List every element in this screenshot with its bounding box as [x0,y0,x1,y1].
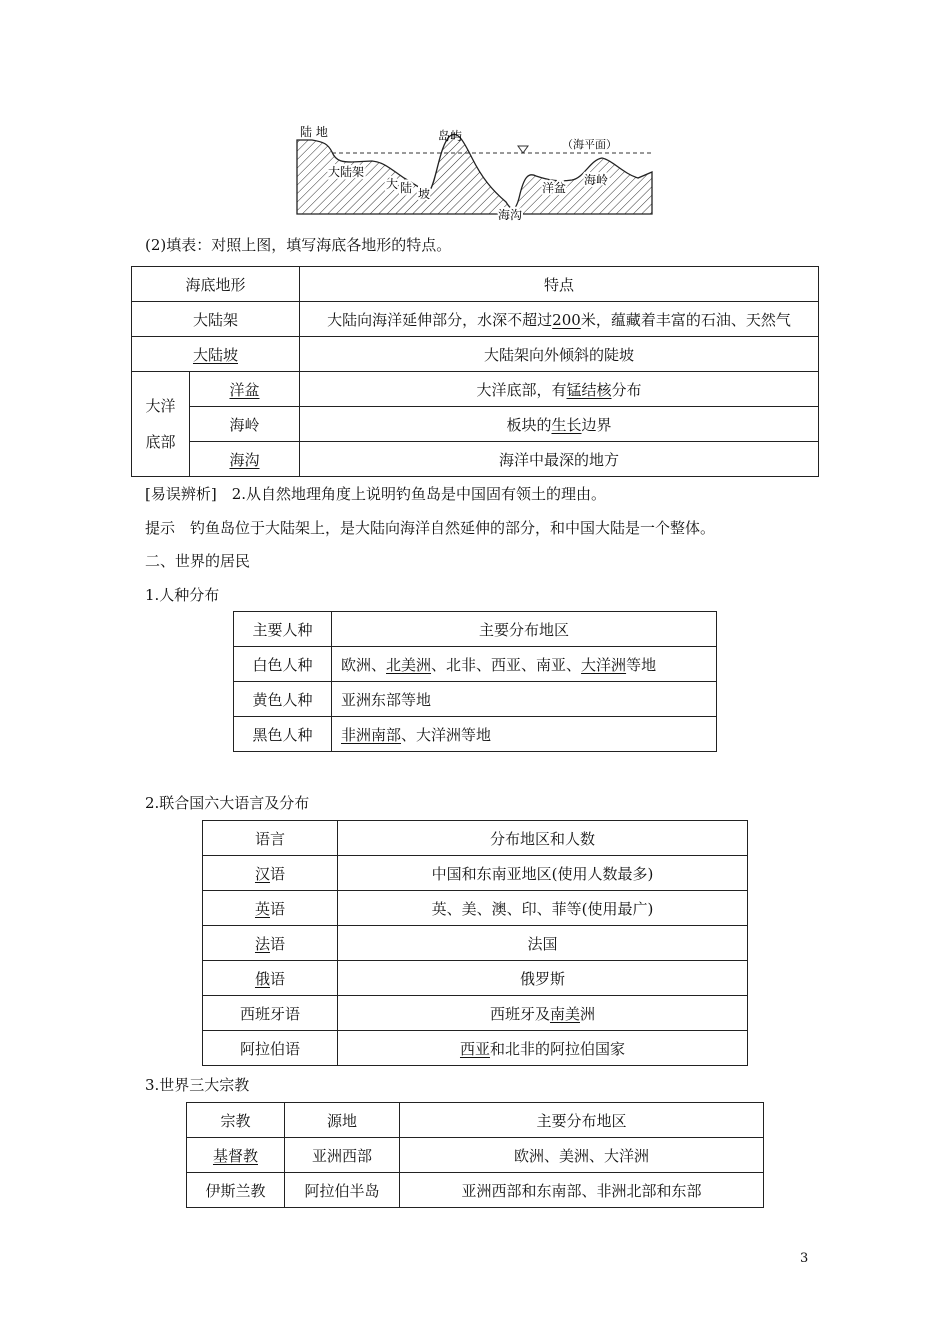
lang-arabic: 阿拉伯语 [203,1031,338,1066]
race-yellow: 黄色人种 [234,682,332,717]
religion-islam: 伊斯兰教 [187,1173,285,1208]
header-terrain: 海底地形 [132,267,300,302]
religion-christianity-area: 欧洲、美洲、大洋洲 [400,1138,764,1173]
subsection-language: 2.联合国六大语言及分布 [145,794,310,812]
religion-islam-origin: 阿拉伯半岛 [285,1173,400,1208]
race-black-area: 非洲南部、大洋洲等地 [332,717,717,752]
race-table [233,611,717,752]
race-white: 白色人种 [234,647,332,682]
cell-ridge-desc: 板块的生长边界 [300,407,819,442]
language-table [202,820,748,1066]
tip-question: [易误辨析] 2.从自然地理角度上说明钓鱼岛是中国固有领土的理由。 [145,485,607,503]
diagram-label-ridge: 海岭 [584,173,609,187]
cell-basin-desc: 大洋底部，有锰结核分布 [300,372,819,407]
religion-islam-area: 亚洲西部和东南部、非洲北部和东部 [400,1173,764,1208]
cell-ocean-bottom: 大洋底部 [132,372,190,477]
religion-christianity-origin: 亚洲西部 [285,1138,400,1173]
lang-russian-area: 俄罗斯 [338,961,748,996]
section-2-heading: 二、世界的居民 [145,552,251,570]
race-black: 黑色人种 [234,717,332,752]
cell-shelf: 大陆架 [132,302,300,337]
lang-chinese-area: 中国和东南亚地区(使用人数最多) [338,856,748,891]
religion-table [186,1102,764,1208]
lang-header-language: 语言 [203,821,338,856]
diagram-label-land: 陆 地 [300,125,328,139]
cell-basin: 洋盆 [190,372,300,407]
race-yellow-area: 亚洲东部等地 [332,682,717,717]
race-header-area: 主要分布地区 [332,612,717,647]
diagram-label-slope-1: 大 [386,177,399,191]
diagram-label-slope-3: 坡 [418,187,431,201]
cell-trench: 海沟 [190,442,300,477]
lang-english: 英语 [203,891,338,926]
tip-answer: 提示 钓鱼岛位于大陆架上，是大陆向海洋自然延伸的部分，和中国大陆是一个整体。 [145,519,716,537]
cell-ridge: 海岭 [190,407,300,442]
diagram-label-island: 岛屿 [438,129,463,143]
lang-header-area: 分布地区和人数 [338,821,748,856]
page-number: 3 [800,1251,809,1266]
diagram-label-trench: 海沟 [498,208,523,222]
seabed-table [131,266,819,477]
religion-header-origin: 源地 [285,1103,400,1138]
lang-russian: 俄语 [203,961,338,996]
question-2: (2)填表：对照上图，填写海底各地形的特点。 [145,236,452,254]
header-feature: 特点 [300,267,819,302]
diagram-label-slope-2: 陆 [400,181,413,195]
lang-french-area: 法国 [338,926,748,961]
diagram-label-basin: 洋盆 [542,181,567,195]
race-header-type: 主要人种 [234,612,332,647]
cell-slope-desc: 大陆架向外倾斜的陡坡 [300,337,819,372]
cell-shelf-desc: 大陆向海洋延伸部分，水深不超过200米，蕴藏着丰富的石油、天然气 [300,302,819,337]
cell-slope: 大陆坡 [132,337,300,372]
subsection-religion: 3.世界三大宗教 [145,1076,250,1094]
cell-trench-desc: 海洋中最深的地方 [300,442,819,477]
answer-depth: 200 [552,310,581,329]
diagram-label-shelf: 大陆架 [328,165,365,179]
lang-spanish: 西班牙语 [203,996,338,1031]
religion-christianity: 基督教 [187,1138,285,1173]
lang-spanish-area: 西班牙及南美洲 [338,996,748,1031]
lang-chinese: 汉语 [203,856,338,891]
race-white-area: 欧洲、北美洲、北非、西亚、南亚、大洋洲等地 [332,647,717,682]
lang-english-area: 英、美、澳、印、菲等(使用最广) [338,891,748,926]
religion-header-area: 主要分布地区 [400,1103,764,1138]
religion-header-name: 宗教 [187,1103,285,1138]
seabed-cross-section-diagram [292,122,662,224]
lang-arabic-area: 西亚和北非的阿拉伯国家 [338,1031,748,1066]
diagram-label-sea-level: （海平面） [562,138,617,151]
lang-french: 法语 [203,926,338,961]
subsection-race: 1.人种分布 [145,586,220,604]
